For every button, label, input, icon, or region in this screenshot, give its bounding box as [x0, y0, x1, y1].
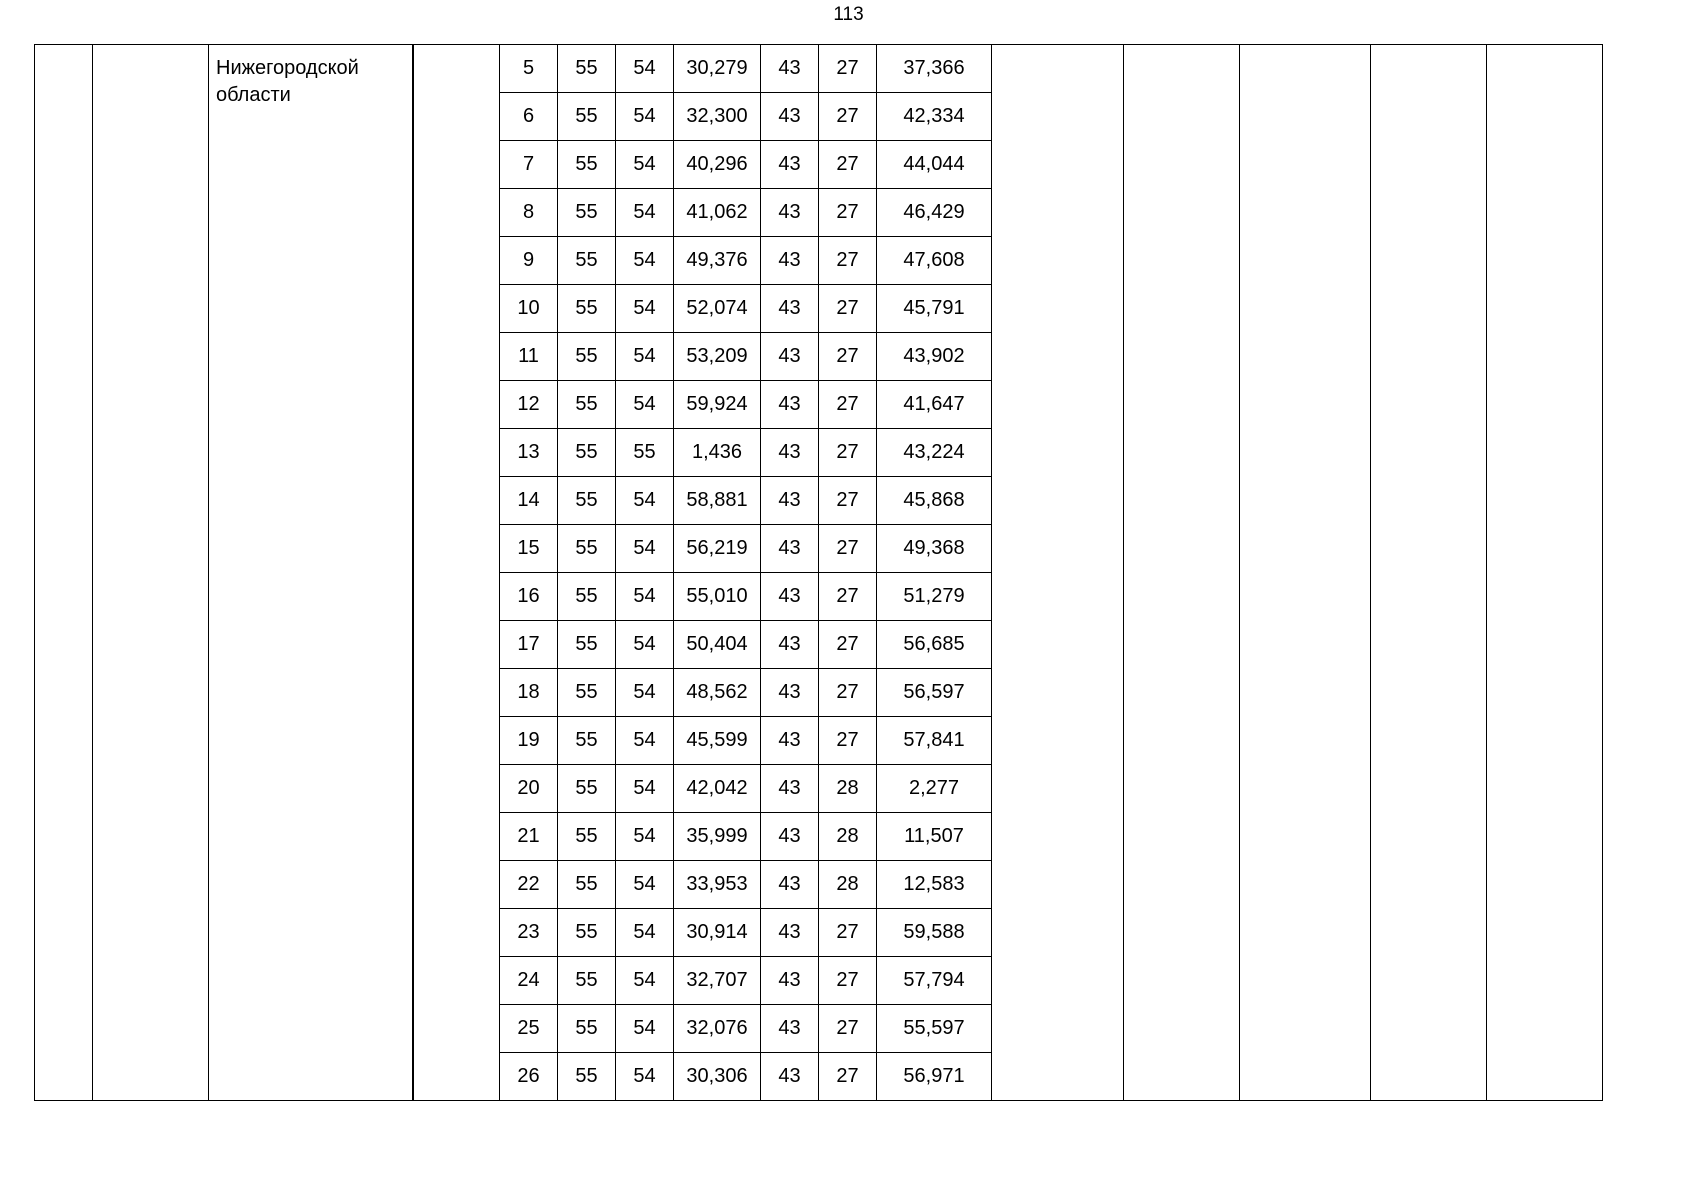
lat-degrees-cell: 55	[558, 909, 616, 957]
lat-degrees-cell: 55	[558, 717, 616, 765]
lon-minutes-cell: 27	[819, 669, 877, 717]
lon-minutes-cell: 27	[819, 333, 877, 381]
lon-seconds-cell: 2,277	[877, 765, 992, 813]
lon-degrees-cell: 43	[761, 813, 819, 861]
lat-seconds-cell: 30,279	[674, 45, 761, 93]
lon-minutes-cell: 27	[819, 429, 877, 477]
lat-minutes-cell: 54	[616, 573, 674, 621]
point-number-cell: 10	[500, 285, 558, 333]
point-number-cell: 16	[500, 573, 558, 621]
empty-cell-col12	[992, 45, 1124, 1101]
lat-minutes-cell: 54	[616, 45, 674, 93]
lon-seconds-cell: 11,507	[877, 813, 992, 861]
lat-minutes-cell: 54	[616, 1005, 674, 1053]
point-number-cell: 21	[500, 813, 558, 861]
lon-degrees-cell: 43	[761, 957, 819, 1005]
lon-seconds-cell: 55,597	[877, 1005, 992, 1053]
lon-seconds-cell: 56,971	[877, 1053, 992, 1101]
lon-degrees-cell: 43	[761, 909, 819, 957]
lat-degrees-cell: 55	[558, 45, 616, 93]
point-number-cell: 5	[500, 45, 558, 93]
point-number-cell: 15	[500, 525, 558, 573]
lon-seconds-cell: 37,366	[877, 45, 992, 93]
empty-cell-col4	[413, 45, 500, 1101]
lat-seconds-cell: 30,914	[674, 909, 761, 957]
lat-seconds-cell: 32,076	[674, 1005, 761, 1053]
lon-minutes-cell: 27	[819, 93, 877, 141]
lat-seconds-cell: 40,296	[674, 141, 761, 189]
coordinates-table	[34, 44, 1603, 1101]
lon-seconds-cell: 59,588	[877, 909, 992, 957]
point-number-cell: 11	[500, 333, 558, 381]
lon-degrees-cell: 43	[761, 765, 819, 813]
lat-degrees-cell: 55	[558, 957, 616, 1005]
point-number-cell: 20	[500, 765, 558, 813]
lat-degrees-cell: 55	[558, 861, 616, 909]
lat-seconds-cell: 59,924	[674, 381, 761, 429]
lon-seconds-cell: 41,647	[877, 381, 992, 429]
lon-degrees-cell: 43	[761, 237, 819, 285]
lat-degrees-cell: 55	[558, 429, 616, 477]
lon-seconds-cell: 43,224	[877, 429, 992, 477]
lon-degrees-cell: 43	[761, 1005, 819, 1053]
lon-seconds-cell: 12,583	[877, 861, 992, 909]
lon-degrees-cell: 43	[761, 429, 819, 477]
lat-minutes-cell: 54	[616, 381, 674, 429]
lon-minutes-cell: 27	[819, 189, 877, 237]
lat-degrees-cell: 55	[558, 573, 616, 621]
empty-cell-col16	[1487, 45, 1603, 1101]
lon-minutes-cell: 27	[819, 717, 877, 765]
lon-seconds-cell: 45,868	[877, 477, 992, 525]
lon-seconds-cell: 49,368	[877, 525, 992, 573]
point-number-cell: 26	[500, 1053, 558, 1101]
empty-cell-col15	[1371, 45, 1487, 1101]
point-number-cell: 13	[500, 429, 558, 477]
lat-minutes-cell: 54	[616, 957, 674, 1005]
lat-degrees-cell: 55	[558, 381, 616, 429]
lat-seconds-cell: 49,376	[674, 237, 761, 285]
table-body	[35, 45, 1603, 1101]
lon-seconds-cell: 42,334	[877, 93, 992, 141]
lon-degrees-cell: 43	[761, 45, 819, 93]
lat-degrees-cell: 55	[558, 237, 616, 285]
lat-minutes-cell: 55	[616, 429, 674, 477]
lat-degrees-cell: 55	[558, 1053, 616, 1101]
lat-minutes-cell: 54	[616, 765, 674, 813]
lat-degrees-cell: 55	[558, 813, 616, 861]
lon-minutes-cell: 27	[819, 621, 877, 669]
lon-seconds-cell: 57,794	[877, 957, 992, 1005]
lon-minutes-cell: 27	[819, 45, 877, 93]
lon-seconds-cell: 45,791	[877, 285, 992, 333]
lat-minutes-cell: 54	[616, 237, 674, 285]
lon-degrees-cell: 43	[761, 189, 819, 237]
lon-seconds-cell: 43,902	[877, 333, 992, 381]
lat-seconds-cell: 35,999	[674, 813, 761, 861]
lat-degrees-cell: 55	[558, 765, 616, 813]
page-number: 113	[833, 4, 864, 25]
point-number-cell: 22	[500, 861, 558, 909]
lat-minutes-cell: 54	[616, 285, 674, 333]
lon-degrees-cell: 43	[761, 717, 819, 765]
lon-minutes-cell: 27	[819, 381, 877, 429]
lon-seconds-cell: 56,597	[877, 669, 992, 717]
point-number-cell: 6	[500, 93, 558, 141]
lat-minutes-cell: 54	[616, 1053, 674, 1101]
lon-degrees-cell: 43	[761, 621, 819, 669]
lon-minutes-cell: 28	[819, 813, 877, 861]
empty-cell-col2	[93, 45, 209, 1101]
point-number-cell: 24	[500, 957, 558, 1005]
lon-minutes-cell: 27	[819, 1053, 877, 1101]
point-number-cell: 19	[500, 717, 558, 765]
lat-degrees-cell: 55	[558, 141, 616, 189]
lat-seconds-cell: 56,219	[674, 525, 761, 573]
lon-seconds-cell: 46,429	[877, 189, 992, 237]
lon-minutes-cell: 27	[819, 477, 877, 525]
lon-seconds-cell: 47,608	[877, 237, 992, 285]
lon-degrees-cell: 43	[761, 861, 819, 909]
lon-degrees-cell: 43	[761, 1053, 819, 1101]
point-number-cell: 23	[500, 909, 558, 957]
point-number-cell: 25	[500, 1005, 558, 1053]
lat-degrees-cell: 55	[558, 189, 616, 237]
lon-minutes-cell: 27	[819, 141, 877, 189]
lat-minutes-cell: 54	[616, 141, 674, 189]
lat-seconds-cell: 32,300	[674, 93, 761, 141]
lat-seconds-cell: 1,436	[674, 429, 761, 477]
lat-minutes-cell: 54	[616, 333, 674, 381]
lat-minutes-cell: 54	[616, 621, 674, 669]
point-number-cell: 14	[500, 477, 558, 525]
lon-seconds-cell: 44,044	[877, 141, 992, 189]
lon-minutes-cell: 27	[819, 573, 877, 621]
lon-minutes-cell: 27	[819, 285, 877, 333]
lat-minutes-cell: 54	[616, 477, 674, 525]
lon-degrees-cell: 43	[761, 573, 819, 621]
lat-seconds-cell: 53,209	[674, 333, 761, 381]
lon-seconds-cell: 57,841	[877, 717, 992, 765]
lat-minutes-cell: 54	[616, 861, 674, 909]
lon-degrees-cell: 43	[761, 669, 819, 717]
lat-seconds-cell: 30,306	[674, 1053, 761, 1101]
lat-seconds-cell: 58,881	[674, 477, 761, 525]
lat-degrees-cell: 55	[558, 285, 616, 333]
lat-seconds-cell: 48,562	[674, 669, 761, 717]
lat-minutes-cell: 54	[616, 525, 674, 573]
lat-degrees-cell: 55	[558, 93, 616, 141]
lat-minutes-cell: 54	[616, 669, 674, 717]
lat-seconds-cell: 52,074	[674, 285, 761, 333]
lat-seconds-cell: 33,953	[674, 861, 761, 909]
point-number-cell: 7	[500, 141, 558, 189]
lat-seconds-cell: 32,707	[674, 957, 761, 1005]
lat-seconds-cell: 41,062	[674, 189, 761, 237]
lat-degrees-cell: 55	[558, 1005, 616, 1053]
lat-minutes-cell: 54	[616, 813, 674, 861]
point-number-cell: 18	[500, 669, 558, 717]
lat-minutes-cell: 54	[616, 909, 674, 957]
lon-minutes-cell: 27	[819, 909, 877, 957]
empty-cell-col14	[1240, 45, 1371, 1101]
lat-minutes-cell: 54	[616, 717, 674, 765]
lat-seconds-cell: 45,599	[674, 717, 761, 765]
lat-degrees-cell: 55	[558, 333, 616, 381]
lon-minutes-cell: 27	[819, 525, 877, 573]
lon-minutes-cell: 27	[819, 237, 877, 285]
lon-degrees-cell: 43	[761, 333, 819, 381]
lat-seconds-cell: 50,404	[674, 621, 761, 669]
empty-cell-col13	[1124, 45, 1240, 1101]
lat-seconds-cell: 42,042	[674, 765, 761, 813]
table-row	[35, 45, 1603, 93]
lon-degrees-cell: 43	[761, 381, 819, 429]
point-number-cell: 17	[500, 621, 558, 669]
lon-minutes-cell: 27	[819, 957, 877, 1005]
lon-degrees-cell: 43	[761, 477, 819, 525]
lat-degrees-cell: 55	[558, 621, 616, 669]
empty-cell-col1	[35, 45, 93, 1101]
region-cell: Нижегородской области	[209, 45, 413, 1101]
lat-seconds-cell: 55,010	[674, 573, 761, 621]
point-number-cell: 8	[500, 189, 558, 237]
point-number-cell: 9	[500, 237, 558, 285]
lon-seconds-cell: 51,279	[877, 573, 992, 621]
lat-degrees-cell: 55	[558, 669, 616, 717]
lat-minutes-cell: 54	[616, 93, 674, 141]
lon-seconds-cell: 56,685	[877, 621, 992, 669]
lon-degrees-cell: 43	[761, 285, 819, 333]
lon-degrees-cell: 43	[761, 525, 819, 573]
lon-minutes-cell: 28	[819, 861, 877, 909]
lon-minutes-cell: 28	[819, 765, 877, 813]
lat-degrees-cell: 55	[558, 477, 616, 525]
lon-minutes-cell: 27	[819, 1005, 877, 1053]
lon-degrees-cell: 43	[761, 93, 819, 141]
lat-minutes-cell: 54	[616, 189, 674, 237]
lon-degrees-cell: 43	[761, 141, 819, 189]
lat-degrees-cell: 55	[558, 525, 616, 573]
point-number-cell: 12	[500, 381, 558, 429]
